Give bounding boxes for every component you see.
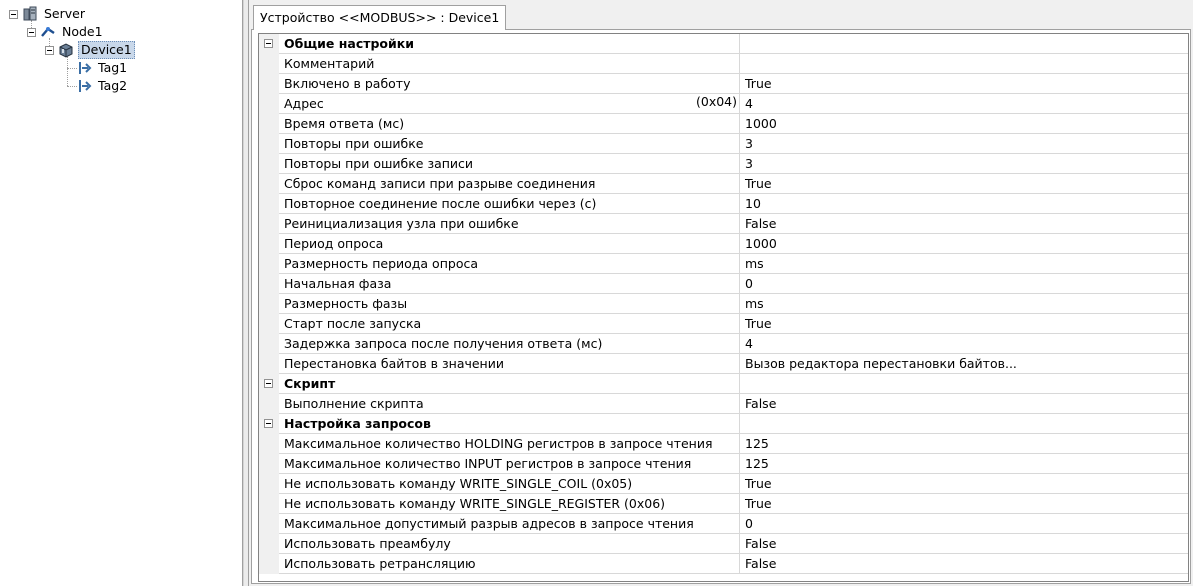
property-table (259, 34, 1188, 574)
property-value[interactable]: True (740, 474, 1189, 494)
property-name[interactable] (279, 314, 740, 334)
tree-node-tag1[interactable] (0, 59, 240, 77)
category-value-cell (740, 34, 1189, 54)
property-label: Не использовать команду WRITE_SINGLE_REGISTER (0x06) (284, 496, 666, 511)
collapse-toggle-icon[interactable] (264, 419, 273, 428)
property-name[interactable] (279, 194, 740, 214)
property-row[interactable] (259, 54, 1188, 74)
property-name[interactable] (279, 294, 740, 314)
property-label: Начальная фаза (284, 276, 392, 291)
property-name[interactable] (279, 234, 740, 254)
property-row[interactable] (259, 174, 1188, 194)
property-name[interactable] (279, 434, 740, 454)
category-title: Настройка запросов (279, 414, 740, 434)
property-name[interactable] (279, 114, 740, 134)
row-gutter (259, 254, 279, 274)
property-label: Комментарий (284, 56, 375, 71)
property-value[interactable]: False (740, 394, 1189, 414)
property-label: Максимальное допустимый разрыв адресов в запросе чтения (284, 516, 694, 531)
properties-pane (249, 0, 1193, 586)
property-label: Использовать преамбулу (284, 536, 451, 551)
category-row[interactable] (259, 374, 1188, 394)
property-name[interactable] (279, 514, 740, 534)
property-name[interactable] (279, 494, 740, 514)
property-name[interactable] (279, 354, 740, 374)
property-row[interactable] (259, 494, 1188, 514)
property-value[interactable]: ms (740, 254, 1189, 274)
tree-node-device1[interactable] (0, 41, 240, 59)
property-label: Перестановка байтов в значении (284, 356, 504, 371)
row-gutter (259, 94, 279, 114)
tree-label: Server (44, 6, 85, 21)
property-name[interactable] (279, 394, 740, 414)
row-gutter (259, 74, 279, 94)
row-gutter (259, 194, 279, 214)
property-value[interactable]: 1000 (740, 114, 1189, 134)
property-row[interactable] (259, 354, 1188, 374)
collapse-toggle-icon[interactable] (264, 39, 273, 48)
property-name[interactable] (279, 94, 740, 114)
property-label: Повторы при ошибке (284, 136, 424, 151)
row-gutter (259, 374, 279, 394)
device-icon (58, 42, 74, 58)
property-row[interactable] (259, 154, 1188, 174)
property-name[interactable] (279, 214, 740, 234)
row-gutter (259, 534, 279, 554)
property-label: Период опроса (284, 236, 384, 251)
tree-label: Device1 (78, 41, 135, 59)
collapse-toggle-icon[interactable] (264, 379, 273, 388)
property-name[interactable] (279, 254, 740, 274)
property-row[interactable] (259, 294, 1188, 314)
property-row[interactable] (259, 254, 1188, 274)
row-gutter (259, 414, 279, 434)
tag-icon (77, 78, 93, 94)
row-gutter (259, 174, 279, 194)
tab-panel (251, 29, 1191, 584)
row-gutter (259, 474, 279, 494)
tree-label: Node1 (62, 24, 103, 39)
property-label: Максимальное количество HOLDING регистров в запросе чтения (284, 436, 713, 451)
row-gutter (259, 494, 279, 514)
row-gutter (259, 434, 279, 454)
property-name[interactable] (279, 274, 740, 294)
row-gutter (259, 454, 279, 474)
property-row[interactable] (259, 114, 1188, 134)
row-gutter (259, 214, 279, 234)
property-label: Реинициализация узла при ошибке (284, 216, 519, 231)
property-name[interactable] (279, 554, 740, 574)
property-label: Размерность периода опроса (284, 256, 478, 271)
tree-node-node1[interactable] (0, 23, 240, 41)
property-value[interactable]: 125 (740, 434, 1189, 454)
property-name[interactable] (279, 474, 740, 494)
property-row[interactable] (259, 474, 1188, 494)
property-value[interactable]: 0 (740, 274, 1189, 294)
property-value[interactable]: Вызов редактора перестановки байтов... (740, 354, 1189, 374)
row-gutter (259, 134, 279, 154)
property-name[interactable] (279, 74, 740, 94)
property-value[interactable]: True (740, 494, 1189, 514)
property-name[interactable] (279, 154, 740, 174)
category-value-cell (740, 374, 1189, 394)
property-value[interactable]: 3 (740, 154, 1189, 174)
tag-icon (77, 60, 93, 76)
property-label: Размерность фазы (284, 296, 408, 311)
property-label: Выполнение скрипта (284, 396, 424, 411)
property-row[interactable] (259, 314, 1188, 334)
property-row[interactable] (259, 234, 1188, 254)
collapse-toggle-icon[interactable] (45, 46, 54, 55)
property-label: Сброс команд записи при разрыве соединения (284, 176, 596, 191)
property-grid (258, 33, 1189, 582)
property-row[interactable] (259, 334, 1188, 354)
property-name[interactable] (279, 334, 740, 354)
tree-label: Tag1 (98, 60, 128, 75)
property-row[interactable] (259, 94, 1188, 114)
property-value[interactable] (740, 54, 1189, 74)
row-gutter (259, 34, 279, 54)
property-name[interactable] (279, 454, 740, 474)
category-value-cell (740, 414, 1189, 434)
property-row[interactable] (259, 454, 1188, 474)
property-label: Повторы при ошибке записи (284, 156, 474, 171)
property-row[interactable] (259, 194, 1188, 214)
tree-label: Tag2 (98, 78, 128, 93)
property-label: Задержка запроса после получения ответа (мс) (284, 336, 603, 351)
row-gutter (259, 54, 279, 74)
row-gutter (259, 314, 279, 334)
collapse-toggle-icon[interactable] (9, 10, 18, 19)
property-row[interactable] (259, 274, 1188, 294)
property-row[interactable] (259, 134, 1188, 154)
property-label: Повторное соединение после ошибки через (с) (284, 196, 597, 211)
property-value[interactable]: False (740, 554, 1189, 574)
property-value[interactable]: False (740, 534, 1189, 554)
property-row[interactable] (259, 394, 1188, 414)
property-label: Включено в работу (284, 76, 411, 91)
category-title: Скрипт (279, 374, 740, 394)
tab-device1[interactable]: Устройство <<MODBUS>> : Device1 (253, 5, 506, 30)
property-value[interactable]: True (740, 74, 1189, 94)
property-hint: (0x04) (695, 94, 737, 109)
row-gutter (259, 554, 279, 574)
property-value[interactable]: 10 (740, 194, 1189, 214)
property-value[interactable]: True (740, 314, 1189, 334)
property-row[interactable] (259, 514, 1188, 534)
category-row[interactable] (259, 34, 1188, 54)
node-icon (40, 24, 56, 40)
property-name[interactable] (279, 134, 740, 154)
category-title: Общие настройки (279, 34, 740, 54)
property-row[interactable] (259, 534, 1188, 554)
property-name[interactable] (279, 534, 740, 554)
property-value[interactable]: True (740, 174, 1189, 194)
collapse-toggle-icon[interactable] (27, 28, 36, 37)
property-name[interactable] (279, 54, 740, 74)
property-label: Старт после запуска (284, 316, 422, 331)
property-value[interactable]: 125 (740, 454, 1189, 474)
property-value[interactable]: 0 (740, 514, 1189, 534)
property-label: Максимальное количество INPUT регистров в запросе чтения (284, 456, 692, 471)
row-gutter (259, 354, 279, 374)
row-gutter (259, 514, 279, 534)
property-value[interactable]: False (740, 214, 1189, 234)
server-icon (22, 6, 38, 22)
property-value[interactable]: 4 (740, 94, 1189, 114)
row-gutter (259, 114, 279, 134)
row-gutter (259, 394, 279, 414)
property-value[interactable]: ms (740, 294, 1189, 314)
tree-node-tag2[interactable] (0, 77, 240, 95)
property-value[interactable]: 4 (740, 334, 1189, 354)
property-row[interactable] (259, 74, 1188, 94)
tree-pane (0, 0, 243, 586)
property-label: Использовать ретрансляцию (284, 556, 476, 571)
property-row[interactable] (259, 214, 1188, 234)
row-gutter (259, 274, 279, 294)
tree-node-server[interactable] (0, 5, 240, 23)
row-gutter (259, 294, 279, 314)
property-label: Адрес (284, 96, 324, 111)
property-label: Время ответа (мс) (284, 116, 405, 131)
property-value[interactable]: 1000 (740, 234, 1189, 254)
row-gutter (259, 154, 279, 174)
property-label: Не использовать команду WRITE_SINGLE_COIL (0x05) (284, 476, 633, 491)
property-value[interactable]: 3 (740, 134, 1189, 154)
category-row[interactable] (259, 414, 1188, 434)
property-row[interactable] (259, 434, 1188, 454)
row-gutter (259, 334, 279, 354)
property-row[interactable] (259, 554, 1188, 574)
property-name[interactable] (279, 174, 740, 194)
row-gutter (259, 234, 279, 254)
